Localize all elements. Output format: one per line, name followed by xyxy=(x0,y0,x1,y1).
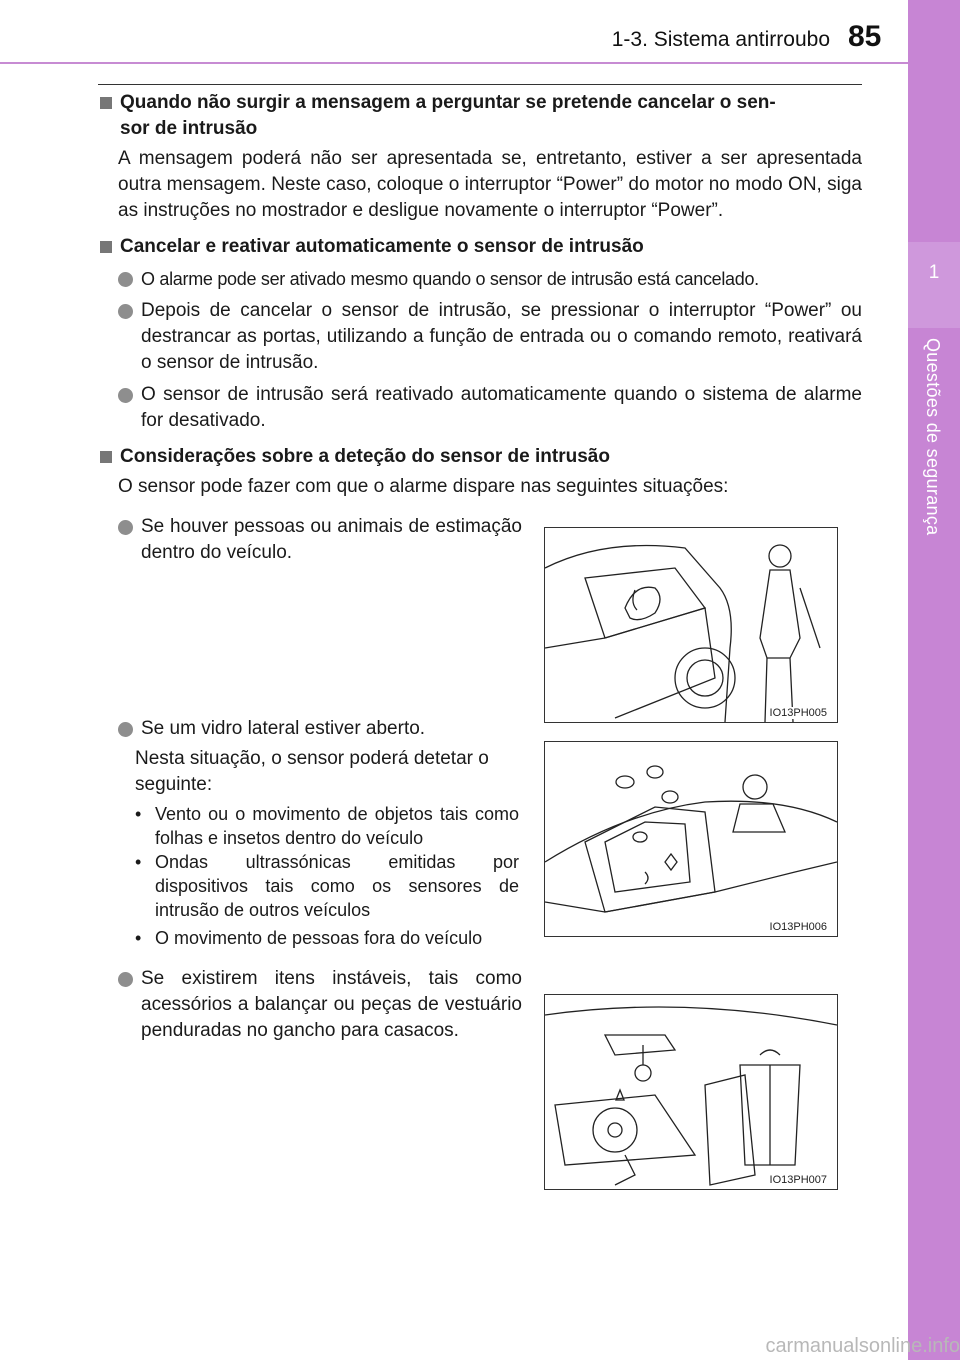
round-bullet-icon xyxy=(118,304,133,319)
heading-text: Cancelar e reativar automaticamente o sensor de intrusão xyxy=(120,236,644,257)
list-item-text: Se existirem itens instáveis, tais como acessórios a balançar ou peças de vestuário penduradas no gancho para casacos. xyxy=(141,968,522,1041)
list-item-text: O alarme pode ser ativado mesmo quando o sensor de intrusão está cancelado. xyxy=(141,269,759,289)
watermark-text: carmanualsonline.info xyxy=(765,1335,960,1357)
heading-line-1: Quando não surgir a mensagem a perguntar se pretende cancelar o sen- xyxy=(120,92,776,113)
figure-hanging-items xyxy=(544,994,838,1190)
heading-line-2: sor de intrusão xyxy=(120,118,258,139)
section-paragraph: A mensagem poderá não ser apresentada se, entretanto, estiver a ser apresentada outra mensagem. Neste caso, coloque o interruptor “Power” do motor no modo ON, siga as instruções no mostrador e desligue novamente o interruptor “Power”. xyxy=(118,148,862,221)
chapter-number-box xyxy=(908,242,960,328)
round-bullet-icon xyxy=(118,388,133,403)
section-auto-reactivate xyxy=(98,234,862,434)
chapter-title: Questões de segurança xyxy=(923,338,943,536)
list-item xyxy=(98,966,522,1044)
sub-list-item-text: Ondas ultrassónicas emitidas por dispositivos tais como os sensores de intrusão de outros veículos xyxy=(155,852,519,920)
square-bullet-icon xyxy=(100,241,112,253)
square-bullet-icon xyxy=(100,97,112,109)
round-bullet-icon xyxy=(118,972,133,987)
list-item-paragraph: Nesta situação, o sensor poderá detetar o seguinte: xyxy=(135,748,489,795)
section-no-cancel-message xyxy=(98,90,862,224)
round-bullet-icon xyxy=(118,272,133,287)
sub-list-item-text: O movimento de pessoas fora do veículo xyxy=(155,928,483,948)
section-heading xyxy=(98,444,862,470)
round-bullet-icon xyxy=(118,722,133,737)
list-item-text: Depois de cancelar o sensor de intrusão, se pressionar o interruptor “Power” ou destrancar as portas, utilizando a função de entrada ou o comando remoto, reativará o sensor de intrusão. xyxy=(141,300,862,373)
car-interior-illustration xyxy=(545,995,837,1189)
figure-dog-in-car xyxy=(544,527,838,723)
heading-text: Considerações sobre a deteção do sensor de intrusão xyxy=(120,446,610,467)
section-paragraph: O sensor pode fazer com que o alarme dispare nas seguintes situações: xyxy=(118,476,729,497)
list-item xyxy=(98,298,862,376)
section-title: 1-3. Sistema antirroubo xyxy=(611,28,830,51)
section-heading xyxy=(98,90,862,142)
list-item xyxy=(98,716,522,742)
sub-list-item: • Vento ou o movimento de objetos tais como folhas e insetos dentro do veículo xyxy=(135,804,519,848)
chapter-number: 1 xyxy=(928,262,940,283)
list-item-text: Se um vidro lateral estiver aberto. xyxy=(141,718,426,739)
car-with-pet-illustration xyxy=(545,528,837,722)
sub-list xyxy=(98,802,519,922)
figure-code: IO13PH006 xyxy=(769,921,827,933)
header-divider xyxy=(0,62,908,64)
chapter-side-tab xyxy=(908,0,960,1360)
figure-code: IO13PH007 xyxy=(769,1174,827,1186)
list-item xyxy=(98,266,862,292)
sub-list xyxy=(98,926,595,950)
list-item-text: O sensor de intrusão será reativado automaticamente quando o sistema de alarme for desativado. xyxy=(141,384,862,431)
page-number: 85 xyxy=(848,20,882,53)
figure-code: IO13PH005 xyxy=(769,707,827,719)
square-bullet-icon xyxy=(100,451,112,463)
round-bullet-icon xyxy=(118,520,133,535)
section-heading xyxy=(98,234,862,260)
figure-open-window xyxy=(544,741,838,937)
list-item xyxy=(98,514,522,566)
list-item xyxy=(98,382,862,434)
sub-list-item: • Ondas ultrassónicas emitidas por dispositivos tais como os sensores de intrusão de outros veículos xyxy=(135,852,519,920)
list-item-text: Se houver pessoas ou animais de estimação dentro do veículo. xyxy=(141,516,522,563)
sub-list-item-text: Vento ou o movimento de objetos tais como folhas e insetos dentro do veículo xyxy=(155,804,519,848)
sub-list-item: • O movimento de pessoas fora do veículo xyxy=(135,926,595,950)
content-divider xyxy=(98,84,862,85)
open-window-illustration xyxy=(545,742,837,936)
